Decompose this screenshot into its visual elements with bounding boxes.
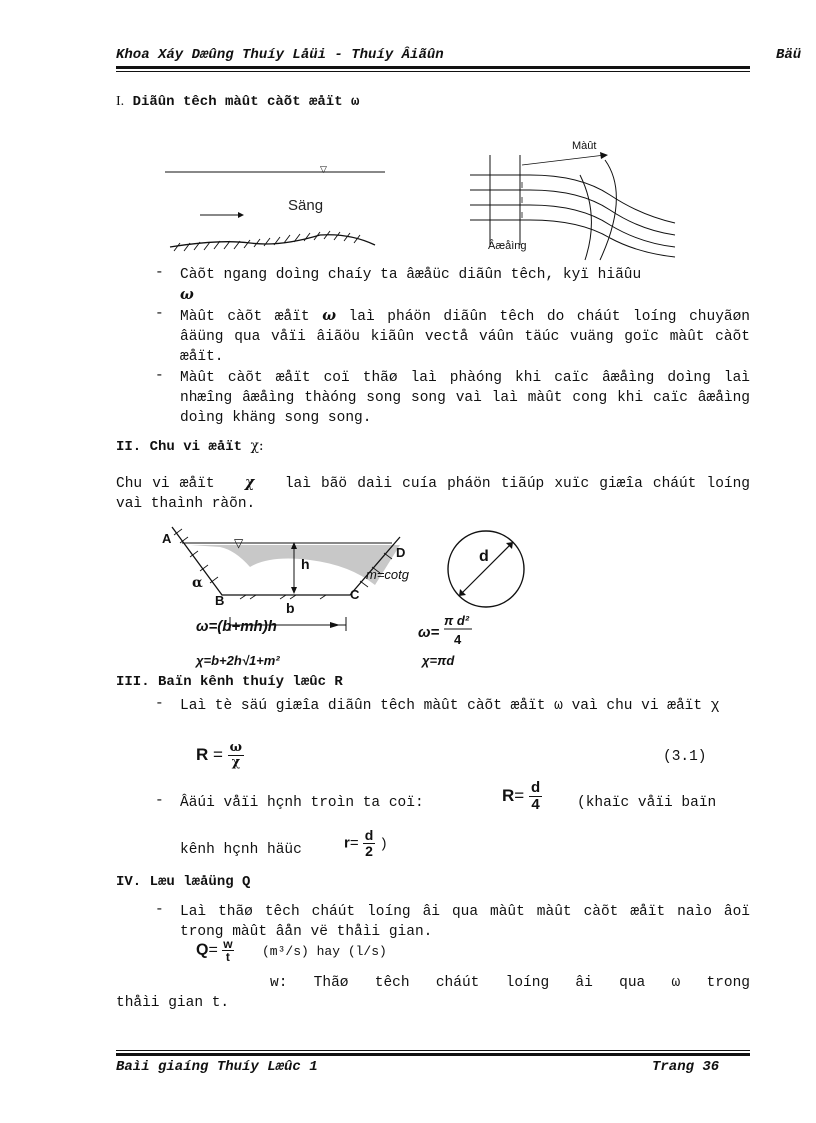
label-mat: Màût [572,140,597,152]
label-c: C [350,587,360,602]
s1-bullet-3: Màût càõt æåït coï thãø laì phàóng khi caïc âæåìng doìng laì nhæîng âæåìng thàóng song song vaì laì màût cong khi caïc âæåìng doìng khäng song song. [180,370,750,426]
s3-bullet-2-tail: (khaïc våïi baïn [577,795,717,811]
formula-chi-circle: χ=πd [422,653,455,668]
section-2-heading: II. Chu vi æåït χ: [116,438,264,455]
figure-channel [160,525,540,673]
formula-omega-trapezoid: ω=(b+mh)h [196,618,277,635]
page-number: Trang 36 [652,1059,720,1075]
section-2-paragraph: Chu vi æåït χ laì bãö daìi cuía pháön tiãúp xuïc giæîa cháút loíng vaì thaình ràõn. [116,474,759,512]
label-d: D [396,545,406,560]
s3-bullet-1: Laì tè säú giæîa diãûn têch màût càõt æåït ω vaì chu vi æåït χ [180,698,720,714]
header-page-ref: Bäü [776,47,802,63]
formula-r-geometric: r= $\frac{d}{2}$ ) [344,827,388,859]
label-b: b [286,600,295,616]
footer-rule [116,1050,750,1056]
header-rule [116,66,750,72]
label-b-corner: B [215,593,225,608]
header-title: Khoa Xáy Dæûng Thuíy Låüi - Thuíy Âiãûn [116,47,444,63]
formula-r-circle: R= $\frac{d}{4}$ [502,779,541,813]
s3-bullet-2-text: Âäúi våïi hçnh troìn ta coï: [180,795,424,811]
label-song: Säng [288,197,324,214]
equation-number: (3.1) [663,749,707,765]
label-a: A [162,531,172,546]
section-4-heading: IV. Læu læåüng Q [116,874,251,890]
s1-bullet-2: Màût càõt æåït ω laì pháön diãûn têch do cháút loíng chuyãøn âäüng qua våïi âiãöu kiãûn vectå váûn täúc vuäng goïc màût càõt æåït. [180,307,750,365]
s4-note-line1: w: Thãø têch cháút loíng âi qua ω trong [270,975,750,991]
s1-bullet-1: Càõt ngang doìng chaíy ta âæåüc diãûn têch, kyï hiãûu ω [180,267,642,303]
section-3-heading: III. Baïn kênh thuíy læûc R [116,674,343,690]
formula-q: Q= $\frac{w}{t}$ [196,937,233,964]
footer-title: Baìi giaíng Thuíy Læûc 1 [116,1059,318,1075]
figure-cross-section [160,135,690,265]
label-h: h [301,556,310,572]
svg-text:▽: ▽ [234,536,244,550]
q-units: (m³/s) hay (l/s) [262,944,387,959]
svg-text:▽: ▽ [320,164,327,174]
svg-text:4: 4 [454,632,462,647]
section-1-heading: I. Diãûn têch màût càõt æåït ω [116,94,360,110]
label-alpha: α [192,575,203,591]
formula-r: R = $\frac{\omega}{\chi}$ [196,740,243,770]
s4-note-line2: thåìi gian t. [116,995,230,1011]
formula-chi-trapezoid: χ=b+2h√1+m² [196,653,280,668]
label-m: m=cotg [366,567,409,582]
s4-bullet-1: Laì thãø têch cháút loíng âi qua màût màût càõt æåït naìo âoï trong màût âån vë thåìi gian. [180,904,750,940]
formula-omega-circle: ω= [418,624,440,641]
s3-bullet-2-cont: kênh hçnh häüc [180,842,302,858]
svg-text:π d²: π d² [444,613,470,628]
label-d-circle: d [479,548,489,565]
label-duong: Âæåìng [488,240,527,252]
